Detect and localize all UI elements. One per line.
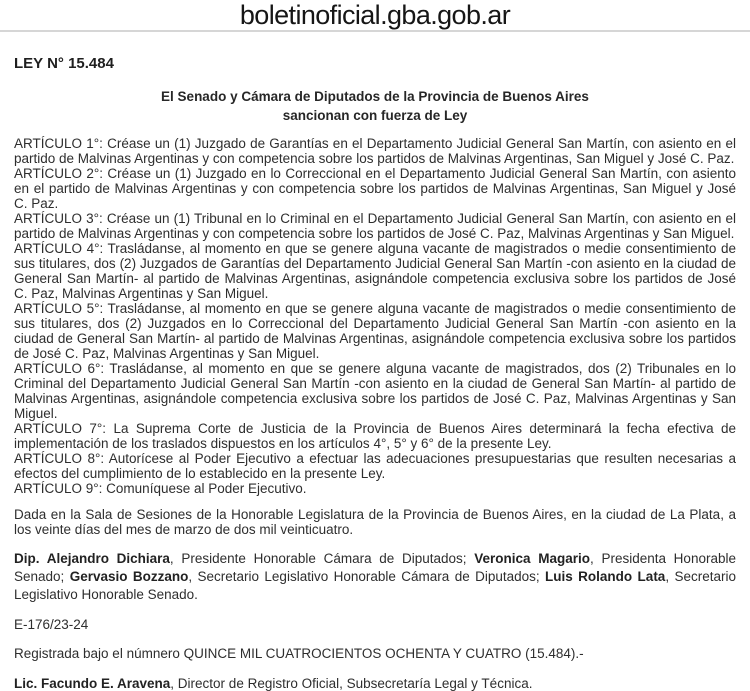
official-name: Lic. Facundo E. Aravena <box>14 676 171 691</box>
signature-role: , Secretario Legislativo Honorable Senado. <box>14 569 736 602</box>
site-title: boletinoficial.gba.gob.ar <box>239 0 511 30</box>
article-7-paragraph: ARTÍCULO 7°: La Suprema Corte de Justicia de la Provincia de Buenos Aires determinará la fecha efectiva de implementación de los traslados dispuestos en los artículos 4°, 5° y 6° de la presente Ley. <box>14 421 736 451</box>
article-3-paragraph: ARTÍCULO 3°: Créase un (1) Tribunal en lo Criminal en el Departamento Judicial General San Martín, con asiento en el partido de Malvinas Argentinas y con competencia sobre los partidos de José C. Paz, Malvinas Argentinas y San Miguel. <box>14 211 736 241</box>
signature-role: , Presidenta Honorable Senado; <box>14 551 736 584</box>
preamble-line-1: El Senado y Cámara de Diputados de la Provincia de Buenos Aires <box>161 89 589 104</box>
article-5-paragraph: ARTÍCULO 5°: Trasládanse, al momento en que se genere alguna vacante de magistrados o medie consentimiento de sus titulares, dos (2) Juzgados en lo Correccional del Departamento Judicial General San Martín -con asiento en la ciudad de General San Martín- al partido de Malvinas Argentinas, asignándole competencia exclusiva sobre los partidos de José C. Paz, Malvinas Argentinas y San Miguel. <box>14 301 736 361</box>
article-2-paragraph: ARTÍCULO 2°: Créase un (1) Juzgado en lo Correccional en el Departamento Judicial General San Martín, con asiento en el partido de Malvinas Argentinas y con competencia sobre los partidos de Malvinas Argentinas, San Miguel y José C. Paz. <box>14 166 736 211</box>
article-1-paragraph: ARTÍCULO 1°: Créase un (1) Juzgado de Garantías en el Departamento Judicial General San Martín, con asiento en el partido de Malvinas Argentinas y con competencia sobre los partidos de Malvinas Argentinas, San Miguel y José C. Paz. <box>14 136 736 166</box>
site-header <box>0 0 750 32</box>
signature-name: Luis Rolando Lata <box>545 569 666 584</box>
articles-block <box>14 136 736 496</box>
official-signature <box>14 676 736 691</box>
signature-name: Gervasio Bozzano <box>69 569 189 584</box>
article-8-paragraph: ARTÍCULO 8°: Autorícese al Poder Ejecutivo a efectuar las adecuaciones presupuestarias que resulten necesarias a efectos del cumplimiento de lo establecido en la presente Ley. <box>14 451 736 481</box>
signature-name: Veronica Magario <box>474 551 590 566</box>
law-number-heading: LEY N° 15.484 <box>14 55 114 72</box>
closing-paragraph: Dada en la Sala de Sesiones de la Honorable Legislatura de la Provincia de Buenos Aires, en la ciudad de La Plata, a los veinte días del mes de marzo de dos mil veinticuatro. <box>14 507 736 537</box>
registration-line: Registrada bajo el númnero QUINCE MIL CUATROCIENTOS OCHENTA Y CUATRO (15.484).- <box>14 646 584 661</box>
preamble-line-2: sancionan con fuerza de Ley <box>282 108 468 123</box>
signature-role: , Presidente Honorable Cámara de Diputados; <box>169 551 475 566</box>
law-document <box>0 55 750 691</box>
article-9-paragraph: ARTÍCULO 9°: Comuníquese al Poder Ejecutivo. <box>14 481 307 496</box>
signature-role: , Secretario Legislativo Honorable Cámara de Diputados; <box>188 569 546 584</box>
file-number: E-176/23-24 <box>14 617 89 632</box>
preamble <box>14 87 736 125</box>
article-4-paragraph: ARTÍCULO 4°: Trasládanse, al momento en que se genere alguna vacante de magistrados o medie consentimiento de sus titulares, dos (2) Juzgados de Garantías del Departamento Judicial General San Martín -con asiento en la ciudad de General San Martín- al partido de Malvinas Argentinas, asignándole competencia exclusiva sobre los partidos de José C. Paz, Malvinas Argentinas y San Miguel. <box>14 241 736 301</box>
signatures-paragraph <box>14 550 736 604</box>
signature-name: Dip. Alejandro Dichiara <box>14 551 170 566</box>
article-6-paragraph: ARTÍCULO 6°: Trasládanse, al momento en que se genere alguna vacante de magistrados, dos (2) Tribunales en lo Criminal del Departamento Judicial General San Martín -con asiento en la ciudad de General San Martín- al partido de Malvinas Argentinas, asignándole competencia exclusiva sobre los partidos de José C. Paz, Malvinas Argentinas y San Miguel. <box>14 361 736 421</box>
official-role: , Director de Registro Oficial, Subsecretaría Legal y Técnica. <box>170 676 533 691</box>
